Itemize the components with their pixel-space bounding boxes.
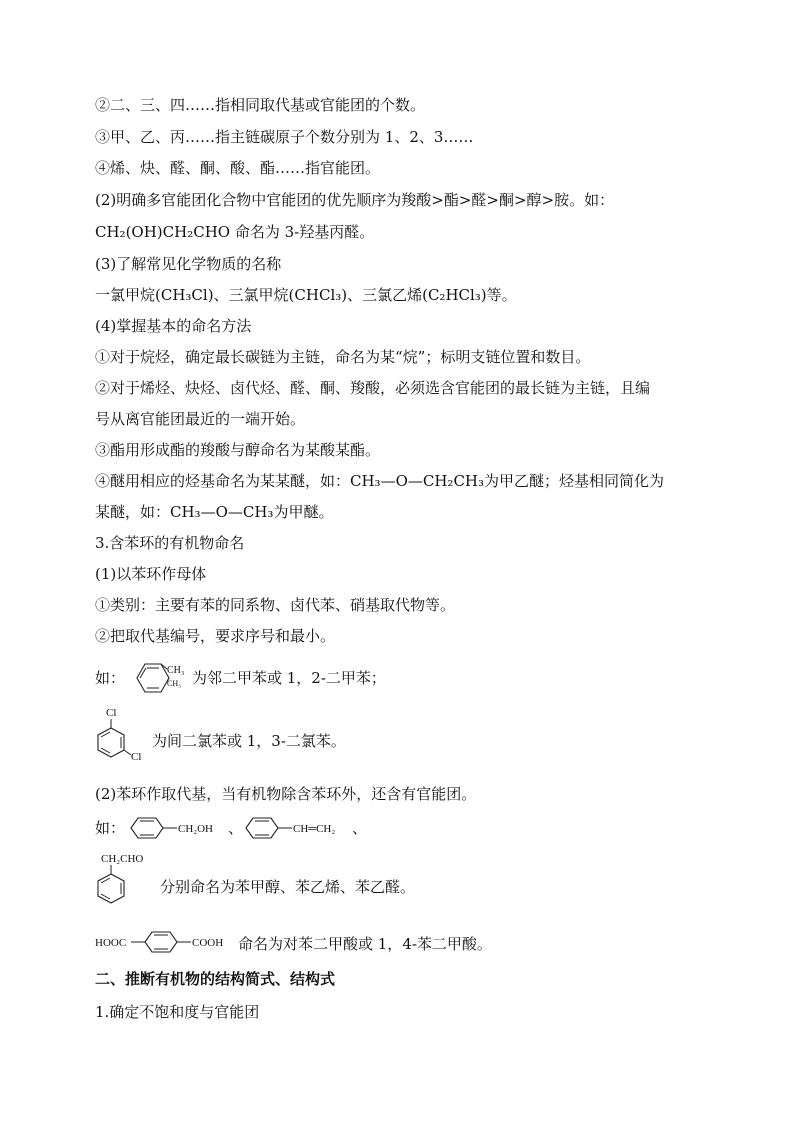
text-line: ④醚用相应的烃基命名为某某醚，如：CH₃—O—CH₂CH₃为甲乙醚；烃基相同简化为 (95, 472, 665, 490)
ch3-label: CH₃ (167, 679, 181, 688)
separator: 、 (228, 819, 244, 837)
text-line: ①对于烷烃，确定最长碳链为主链，命名为某“烷”；标明支链位置和数目。 (95, 348, 591, 366)
separator: 、 (352, 819, 368, 837)
benzyl-alcohol-structure (127, 814, 227, 842)
text-line: ②把取代基编号，要求序号和最小。 (95, 627, 336, 645)
text-line-prefix: 如： (95, 669, 126, 687)
text-line: CH₂(OH)CH₂CHO 命名为 3-羟基丙醛。 (95, 223, 375, 241)
ch2cho-label: CH₂CHO (101, 853, 144, 865)
text-line: 为间二氯苯或 1，3-二氯苯。 (152, 732, 346, 750)
text-line: ③酯用形成酯的羧酸与醇命名为某酸某酯。 (95, 441, 381, 459)
cooh-label: COOH (192, 937, 224, 949)
cl-label: Cl (106, 707, 117, 719)
text-line: ④烯、炔、醛、酮、酸、酯……指官能团。 (95, 159, 381, 177)
section-heading: 3.含苯环的有机物命名 (95, 534, 245, 552)
section-heading: (3)了解常见化学物质的名称 (95, 255, 282, 273)
terephthalic-acid-structure (95, 928, 240, 956)
section-heading-bold: 二、推断有机物的结构简式、结构式 (95, 970, 336, 988)
o-xylene-structure (127, 660, 193, 696)
text-line: 分别命名为苯甲醇、苯乙烯、苯乙醛。 (160, 878, 416, 896)
text-line: 一氯甲烷(CH₃Cl)、三氯甲烷(CHCl₃)、三氯乙烯(C₂HCl₃)等。 (95, 286, 517, 304)
text-line: 命名为对苯二甲酸或 1，4-苯二甲酸。 (238, 935, 492, 953)
section-heading: 1.确定不饱和度与官能团 (95, 1003, 260, 1021)
text-line: 为邻二甲苯或 1，2-二甲苯； (192, 669, 386, 687)
m-dichlorobenzene-structure (95, 706, 155, 772)
text-line: (2)明确多官能团化合物中官能团的优先顺序为羧酸>酯>醛>酮>醇>胺。如： (95, 191, 615, 209)
text-line: ②二、三、四……指相同取代基或官能团的个数。 (95, 96, 426, 114)
phenylacetaldehyde-structure (95, 850, 165, 918)
cl-label: Cl (131, 751, 142, 763)
vinyl-label: CH═CH₂ (293, 823, 336, 835)
text-line: 号从离官能团最近的一端开始。 (95, 410, 306, 428)
ch2oh-label: CH₂OH (178, 823, 214, 835)
section-heading: (1)以苯环作母体 (95, 565, 207, 583)
text-line: 某醚，如：CH₃—O—CH₃为甲醚。 (95, 503, 334, 521)
hooc-label: HOOC (95, 937, 127, 949)
section-heading: (2)苯环作取代基，当有机物除含苯环外，还含有官能团。 (95, 785, 477, 803)
ch3-label: CH₃ (167, 665, 185, 676)
text-line: ③甲、乙、丙……指主链碳原子个数分别为 1、2、3…… (95, 128, 474, 146)
styrene-structure (242, 814, 352, 842)
section-heading: (4)掌握基本的命名方法 (95, 317, 252, 335)
text-line: ①类别：主要有苯的同系物、卤代苯、硝基取代物等。 (95, 596, 456, 614)
text-line: ②对于烯烃、炔烃、卤代烃、醛、酮、羧酸，必须选含官能团的最长链为主链，且编 (95, 379, 651, 397)
text-line-prefix: 如： (95, 819, 126, 837)
